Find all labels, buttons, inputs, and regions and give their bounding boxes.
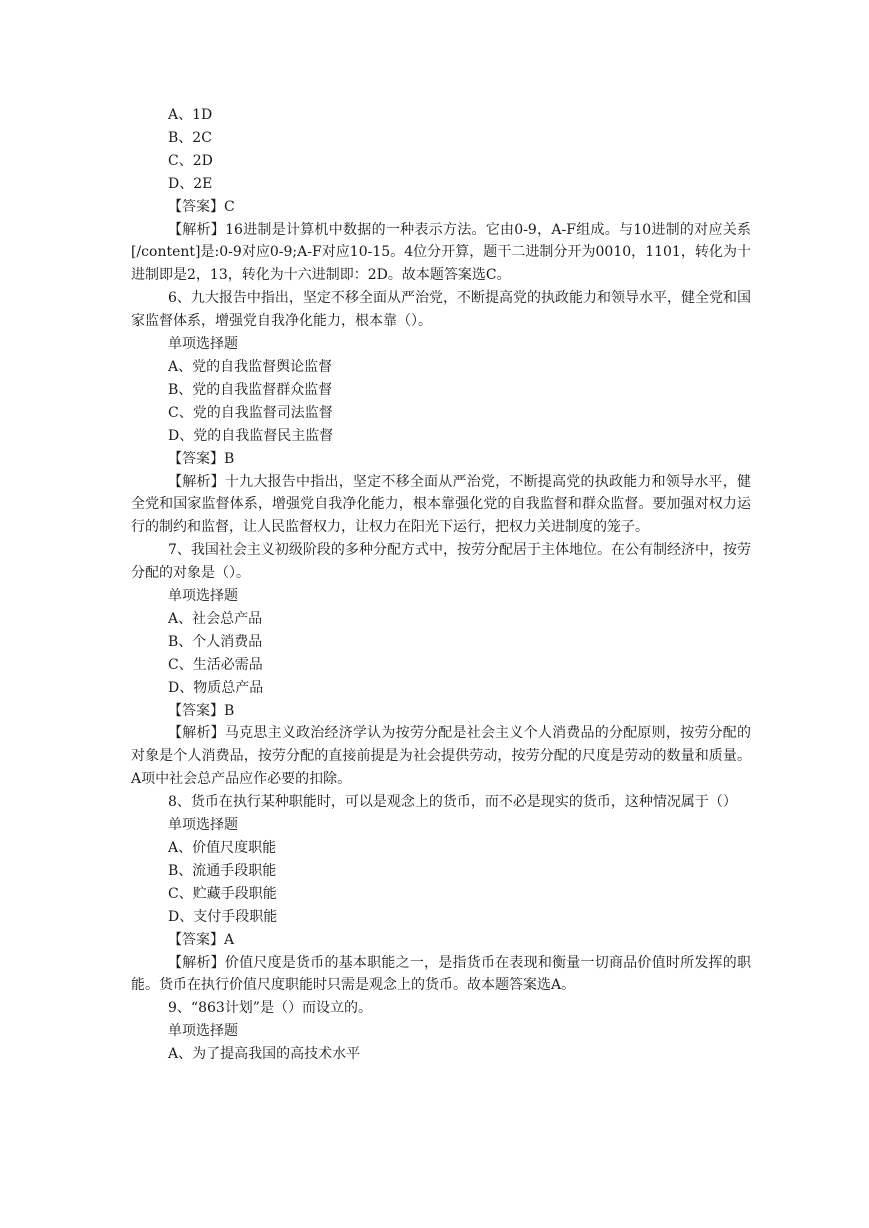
- question-type: 单项选择题: [168, 1023, 238, 1040]
- question-5: [131, 104, 751, 287]
- option-c: C、生活必需品: [168, 656, 263, 673]
- analysis: 【解析】16进制是计算机中数据的一种表示方法。它由0-9，A-F组成。与10进制的对应关系[/content]是:0-9对应0-9;A-F对应10-15。4位分开算，题干二进制分开为0010，1101，转化为十进制即是2，13，转化为十六进制即：2D。故本题答案选C。: [131, 221, 751, 284]
- question-stem: 8、货币在执行某种职能时，可以是观念上的货币，而不必是现实的货币，这种情况属于（）: [168, 794, 737, 811]
- option-b: B、个人消费品: [168, 633, 263, 650]
- option-d: D、支付手段职能: [168, 908, 278, 925]
- option-d: D、2E: [168, 175, 213, 192]
- option-a: A、1D: [168, 107, 213, 123]
- option-b: B、流通手段职能: [168, 862, 277, 879]
- question-type: 单项选择题: [168, 336, 238, 353]
- answer: 【答案】B: [168, 450, 235, 467]
- question-stem: 7、我国社会主义初级阶段的多种分配方式中，按劳分配居于主体地位。在公有制经济中，按劳分配的对象是（）。: [131, 542, 751, 582]
- question-7: [131, 539, 751, 791]
- analysis: 【解析】十九大报告中指出，坚定不移全面从严治党，不断提高党的执政能力和领导水平，健全党和国家监督体系，增强党自我净化能力，根本靠强化党的自我监督和群众监督。要加强对权力运行的制约和监督，让人民监督权力，让权力在阳光下运行，把权力关进制度的笼子。: [131, 473, 751, 536]
- answer: 【答案】A: [168, 931, 235, 948]
- question-8: [131, 791, 751, 997]
- option-c: C、2D: [168, 152, 213, 169]
- answer: 【答案】C: [168, 198, 235, 215]
- option-a: A、价值尺度职能: [168, 840, 277, 856]
- option-a: A、党的自我监督舆论监督: [168, 358, 333, 375]
- option-a: A、为了提高我国的高技术水平: [168, 1046, 361, 1063]
- option-d: D、物质总产品: [168, 679, 264, 696]
- question-stem: 6、九大报告中指出，坚定不移全面从严治党，不断提高党的执政能力和领导水平，健全党和国家监督体系，增强党自我净化能力，根本靠（）。: [131, 290, 751, 330]
- option-c: C、贮藏手段职能: [168, 885, 277, 902]
- question-6: [131, 287, 751, 539]
- option-b: B、党的自我监督群众监督: [168, 381, 333, 398]
- question-stem: 9、“863计划”是（）而设立的。: [168, 1000, 372, 1017]
- question-type: 单项选择题: [168, 817, 238, 834]
- question-9: [131, 997, 751, 1066]
- answer: 【答案】B: [168, 702, 235, 719]
- option-c: C、党的自我监督司法监督: [168, 404, 333, 421]
- option-d: D、党的自我监督民主监督: [168, 427, 334, 444]
- analysis: 【解析】价值尺度是货币的基本职能之一，是指货币在表现和衡量一切商品价值时所发挥的职能。货币在执行价值尺度职能时只需是观念上的货币。故本题答案选A。: [131, 954, 751, 994]
- option-b: B、2C: [168, 129, 212, 146]
- analysis: 【解析】马克思主义政治经济学认为按劳分配是社会主义个人消费品的分配原则，按劳分配的对象是个人消费品，按劳分配的直接前提是为社会提供劳动，按劳分配的尺度是劳动的数量和质量。A项中社会总产品应作必要的扣除。: [131, 725, 751, 788]
- document-page: [131, 104, 751, 1066]
- question-type: 单项选择题: [168, 588, 238, 605]
- option-a: A、社会总产品: [168, 610, 263, 627]
